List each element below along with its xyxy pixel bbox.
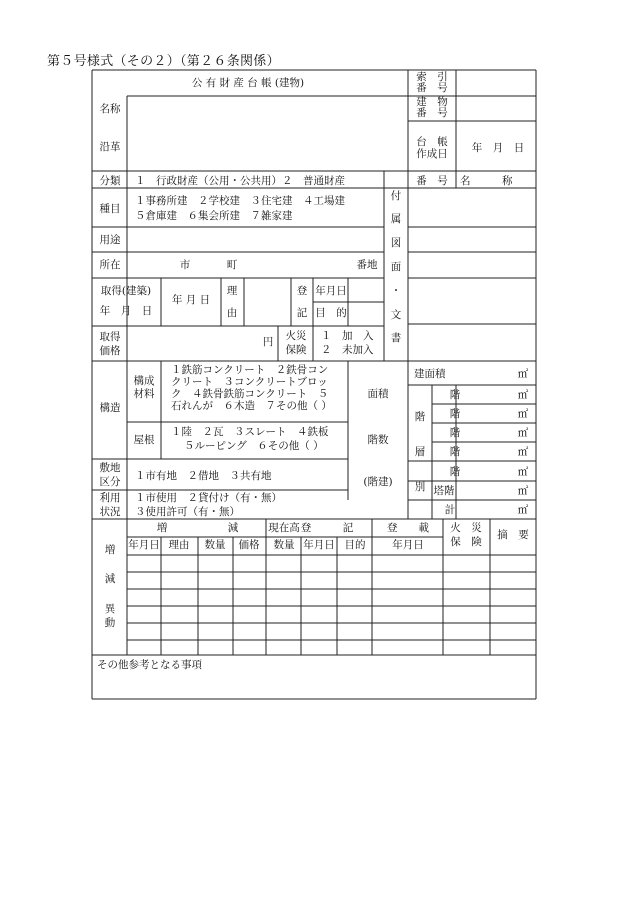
remarks-header: 摘 要 <box>497 529 529 541</box>
col-reason: 理由 <box>168 539 190 551</box>
decrease-header: 減 <box>227 522 239 534</box>
reason-label: 理 <box>226 285 238 297</box>
roof-options: １陸 ２瓦 ３スレート ４鉄板 <box>171 426 329 438</box>
reason-label: 由 <box>226 307 238 319</box>
acquisition-price-label: 取得 <box>99 331 121 343</box>
fire-option-join: １ 加 入 <box>321 330 374 342</box>
changes-label: 増 <box>104 544 116 556</box>
tower-floor-label: 塔階 <box>433 485 455 497</box>
floors-sub-label: (階建) <box>363 476 393 488</box>
other-notes-label: その他参考となる事項 <box>97 659 202 671</box>
index-number-label: 番 号 <box>416 82 448 94</box>
ledger-created-date: 年 月 日 <box>471 142 525 154</box>
use-label: 用途 <box>99 234 121 246</box>
floor-label: 階 <box>449 446 461 458</box>
fire-insurance-col: 保 険 <box>450 536 482 548</box>
name-header: 名 称 <box>460 175 513 187</box>
fire-insurance-label: 火災 <box>285 330 307 342</box>
town-label: 町 <box>226 259 238 271</box>
form-texts <box>97 70 529 671</box>
roof-label: 屋根 <box>133 434 155 446</box>
yen-label: 円 <box>262 336 274 348</box>
ledger-created-label: 台 帳 <box>416 136 448 148</box>
changes-label: 動 <box>104 617 116 629</box>
floor-label: 階 <box>449 427 461 439</box>
fire-insurance-label: 保険 <box>285 344 307 356</box>
history-label: 沿革 <box>99 141 121 153</box>
col-date: 年月日 <box>128 539 160 551</box>
attached-docs-label: 図 <box>390 237 402 249</box>
sqm-unit: ㎡ <box>517 446 529 458</box>
attached-docs-label: 付 <box>390 190 402 202</box>
building-area-label: 建面積 <box>414 368 446 380</box>
registration-purpose-label: 目 的 <box>315 307 347 319</box>
acquisition-ymd: 年 月 日 <box>171 294 211 306</box>
structure-material-options: ク ４鉄骨鉄筋コンクリート ５ <box>171 388 329 400</box>
sqm-unit: ㎡ <box>517 485 529 497</box>
classification-options: １ 行政財産（公用・公共用）２ 普通財産 <box>135 175 345 187</box>
fire-insurance-col: 火 災 <box>450 522 482 534</box>
registration-date-label: 年月日 <box>315 285 347 297</box>
col-purpose: 目的 <box>344 539 366 551</box>
sqm-unit: ㎡ <box>517 427 529 439</box>
col-date: 年月日 <box>392 539 424 551</box>
area-label: 面積 <box>367 388 389 400</box>
registration-label: 記 <box>296 307 308 319</box>
ledger-created-label: 作成日 <box>416 148 448 160</box>
acquisition-price-label: 価格 <box>99 345 121 357</box>
roof-options: ５ルーピング ６その他（ ） <box>184 440 324 452</box>
sqm-unit: ㎡ <box>517 466 529 478</box>
registration-header: 登 記 <box>300 522 354 534</box>
classification-label: 分類 <box>99 175 121 187</box>
sqm-unit: ㎡ <box>517 504 529 516</box>
structure-material-options: 石れんが ６木造 ７その他（ ） <box>171 400 332 412</box>
ledger-title: 公 有 財 産 台 帳 (建物) <box>191 77 305 89</box>
lot-label: 番地 <box>356 259 378 271</box>
col-price: 価格 <box>238 539 260 551</box>
changes-label: 減 <box>104 573 116 585</box>
fire-option-none: ２ 未加入 <box>321 344 374 356</box>
attached-docs-label: 属 <box>390 213 402 225</box>
structure-label: 構造 <box>99 402 121 414</box>
acquisition-date-label: 年 月 日 <box>99 305 153 317</box>
floor-label: 階 <box>449 408 461 420</box>
increase-header: 増 <box>156 522 168 534</box>
col-quantity: 数量 <box>204 539 226 551</box>
registration-label: 登 <box>296 285 308 297</box>
acquisition-label: 取得(建築) <box>100 285 152 297</box>
floors-label: 階数 <box>367 434 389 446</box>
floor-label: 階 <box>449 466 461 478</box>
floor-breakdown-label: 別 <box>414 481 426 493</box>
form-title: 第５号様式（その２）（第２６条関係） <box>47 54 280 69</box>
total-label: 計 <box>444 504 456 516</box>
structure-material-options: １鉄筋コンクリート ２鉄骨コン <box>171 364 329 376</box>
usage-label: 利用 <box>99 492 121 504</box>
floor-label: 階 <box>449 389 461 401</box>
usage-options: １市使用 ２貸付け（有・無） <box>135 492 282 504</box>
building-number-label: 番 号 <box>416 107 448 119</box>
type-label: 種目 <box>99 203 121 215</box>
floor-breakdown-label: 層 <box>414 446 426 458</box>
number-header: 番 号 <box>416 175 448 187</box>
location-label: 所在 <box>99 259 121 271</box>
structure-material-label: 材料 <box>133 388 155 400</box>
type-options: ５倉庫建 ６集会所建 ７雑家建 <box>135 210 293 222</box>
col-date: 年月日 <box>303 539 335 551</box>
structure-material-options: クリート ３コンクリートブロッ <box>171 376 328 388</box>
site-options: １市有地 ２借地 ３共有地 <box>135 470 272 482</box>
name-label: 名称 <box>99 103 121 115</box>
usage-label: 状況 <box>99 506 121 518</box>
sqm-unit: ㎡ <box>517 389 529 401</box>
structure-material-label: 構成 <box>133 375 155 387</box>
usage-options: ３使用許可（有・無） <box>135 506 240 518</box>
listing-header: 登 載 <box>387 522 429 534</box>
changes-label: 異 <box>104 603 116 615</box>
type-options: １事務所建 ２学校建 ３住宅建 ４工場建 <box>135 195 345 207</box>
city-label: 市 <box>179 259 191 271</box>
attached-docs-label: 文 <box>390 309 402 321</box>
current-amount-header: 現在高 <box>268 522 300 534</box>
sqm-unit: ㎡ <box>517 408 529 420</box>
building-number-label: 建 物 <box>416 96 448 108</box>
index-number-label: 索 引 <box>416 71 448 83</box>
attached-docs-label: 面 <box>390 261 402 273</box>
site-label: 敷地 <box>99 462 121 474</box>
site-label: 区分 <box>99 476 121 488</box>
attached-docs-label: ・ <box>390 285 402 297</box>
col-quantity: 数量 <box>273 539 295 551</box>
sqm-unit: ㎡ <box>517 368 529 380</box>
attached-docs-label: 書 <box>390 332 402 344</box>
floor-breakdown-label: 階 <box>414 411 426 423</box>
